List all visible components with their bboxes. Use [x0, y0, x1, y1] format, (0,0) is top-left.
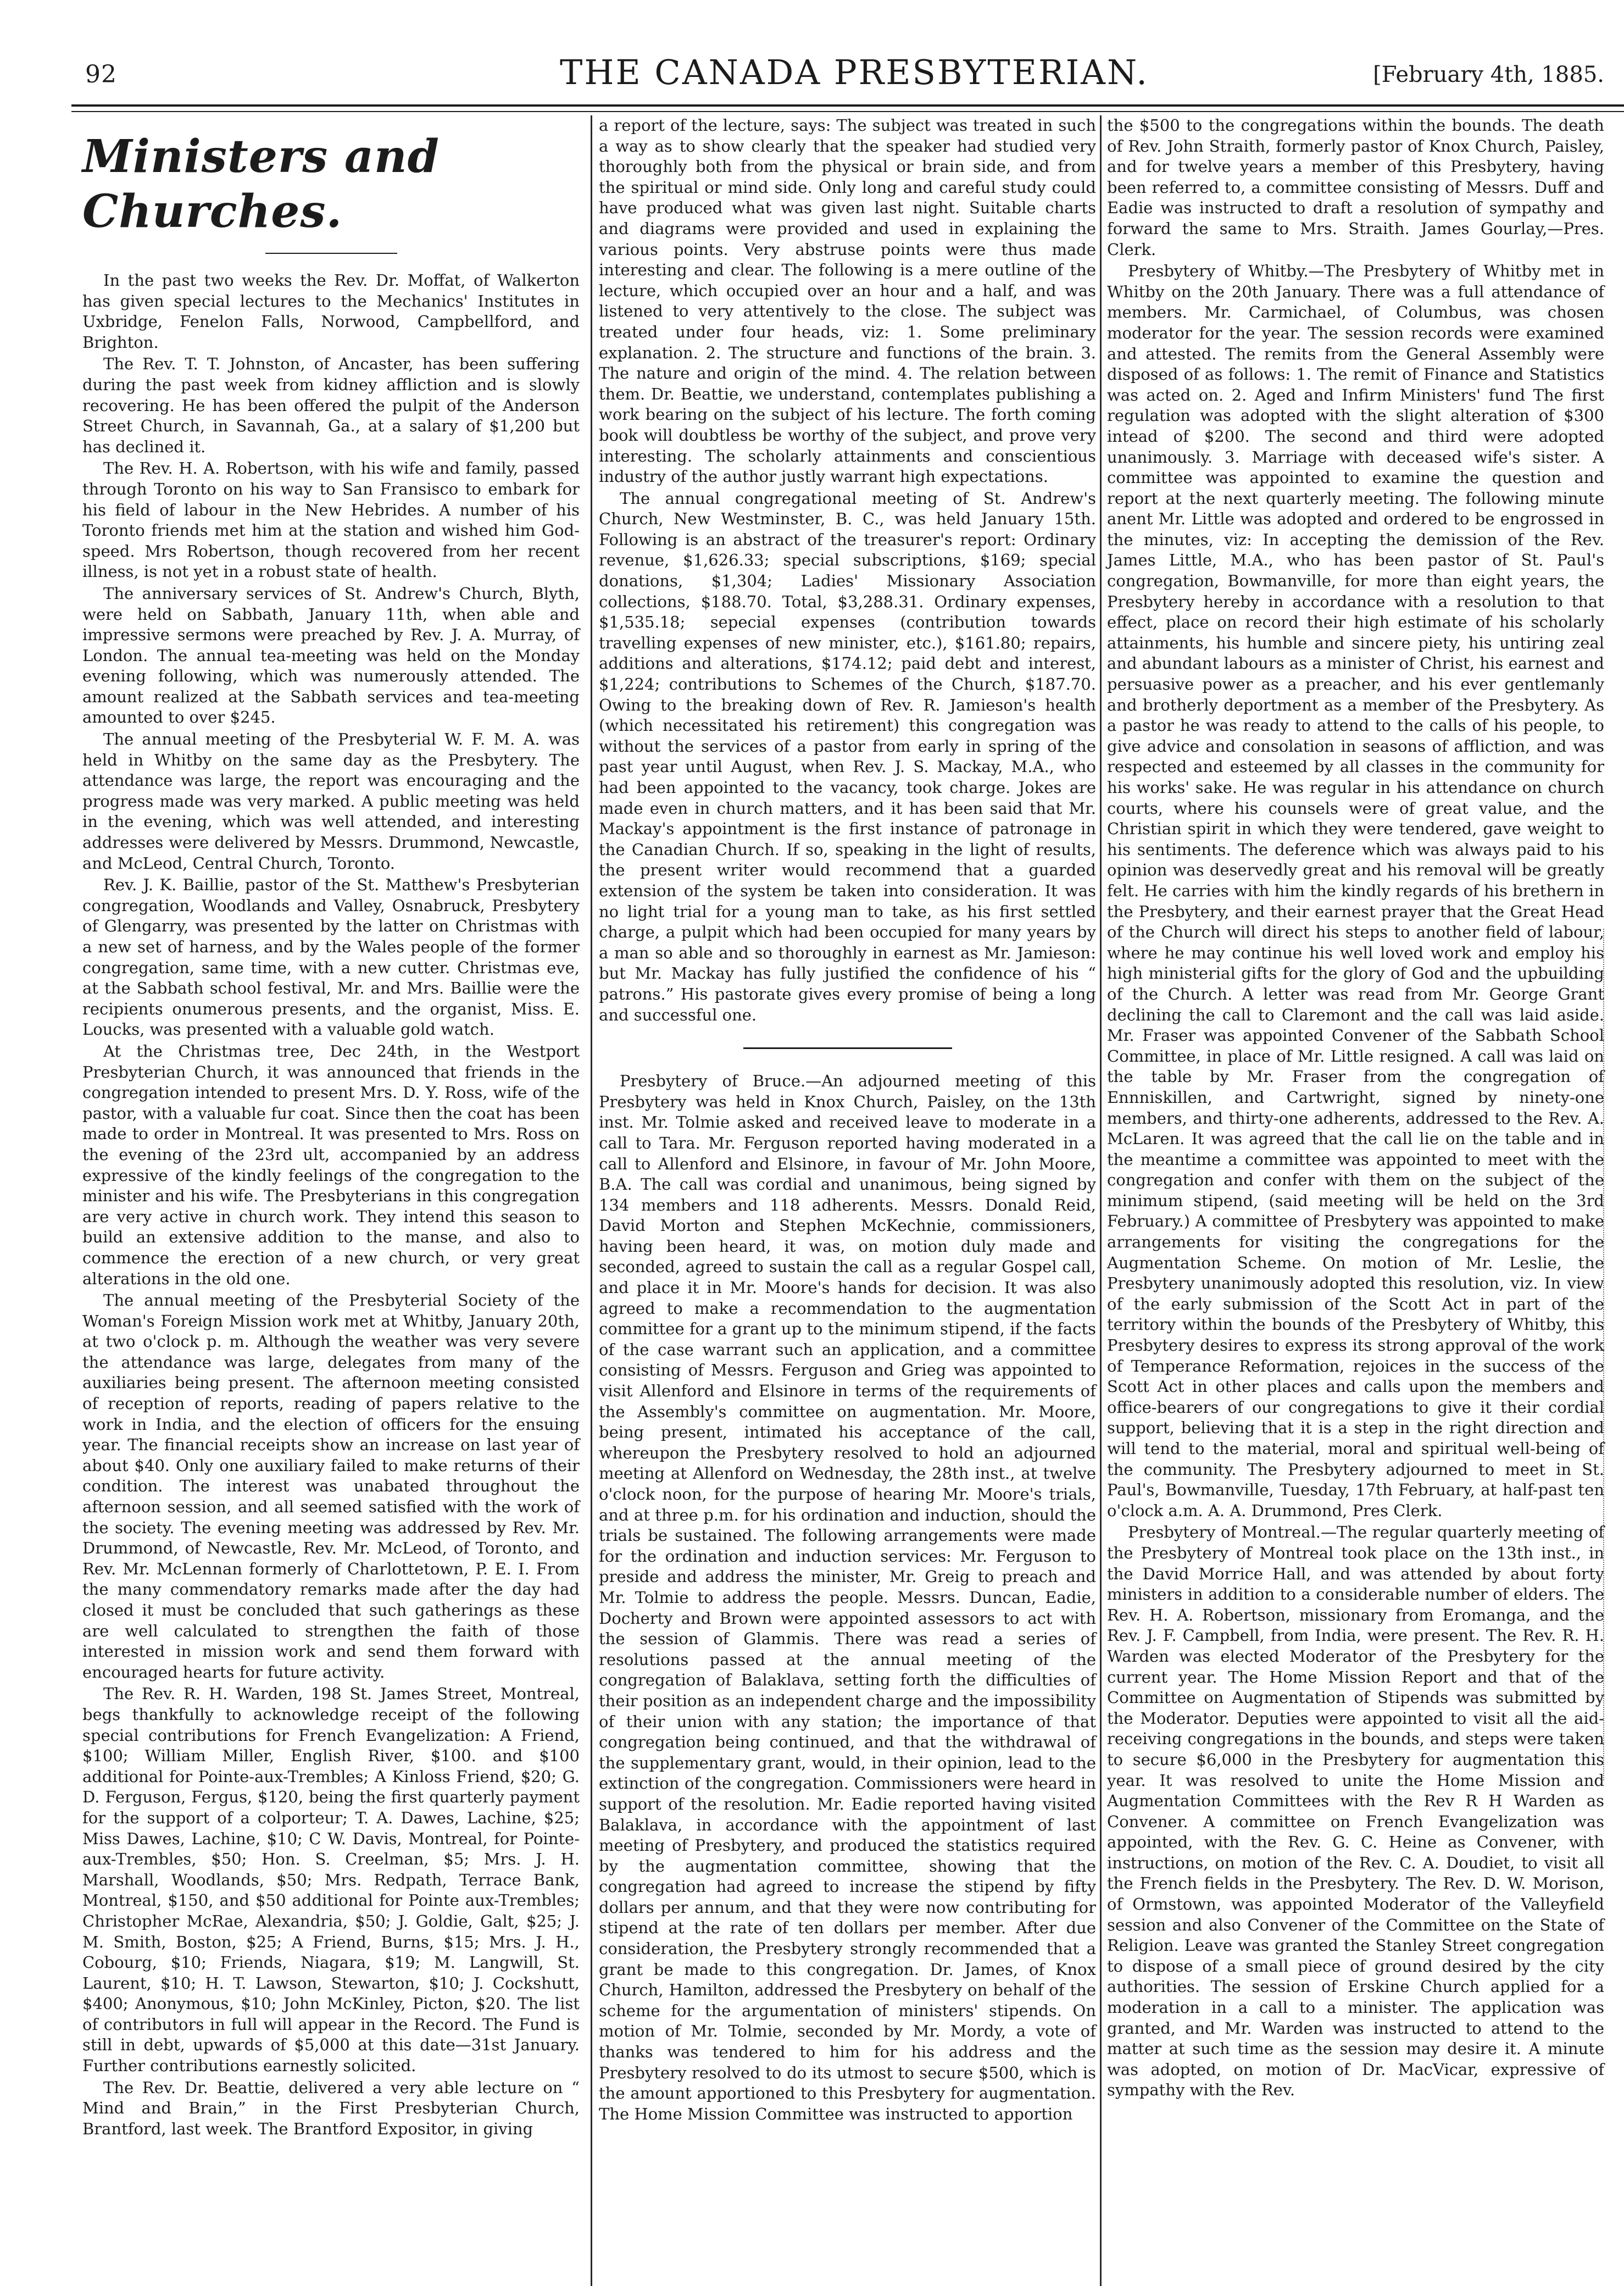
article-paragraph: the $500 to the congregations within the bounds. The death of Rev. John Straith, formerly pastor of Knox Church, Paisley, and for twelve years a member of this Presbytery, having been referred to, a committee consisting of Messrs. Duff and Eadie was instructed to draft a resolution of sympathy and forward the same to Mrs. Straith. James Gourlay,—Pres. Clerk. — [1107, 116, 1604, 259]
article-paragraph: Presbytery of Bruce.—An adjourned meeting of this Presbytery was held in Knox Church, Paisley, on the 13th inst. Mr. Tolmie asked and received leave to moderate in a call to Tara. Mr. Ferguson reported having moderated in a call to Allenford and Elsinore, in favour of Mr. John Moore, B.A. The call was cordial and unanimous, being signed by 134 members and 118 adherents. Messrs. Donald Reid, David Morton and Stephen McKechnie, commissioners, having been heard, it was, on motion duly made and seconded, agreed to sustain the call as a regular Gospel call, and place it in Mr. Moore's hands for decision. It was also agreed to make a recommendation to the augmentation committee for a grant up to the minimum stipend, if the facts of the case warrant such an application, and a committee consisting of Messrs. Ferguson and Grieg was appointed to visit Allenford and Elsinore in terms of the requirements of the Assembly's committee on augmentation. Mr. Moore, being present, intimated his acceptance of the call, whereupon the Presbytery resolved to hold an adjourned meeting at Allenford on Wednesday, the 28th inst., at twelve o'clock noon, for the purpose of hearing Mr. Moore's trials, and at three p.m. for his ordination and induction, should the trials be sustained. The following arrangements were made for the ordination and induction services: Mr. Ferguson to preside and address the minister, Mr. Greig to preach and Mr. Tolmie to address the people. Messrs. Duncan, Eadie, Docherty and Brown were appointed assessors to act with the session of Glammis. There was read a series of resolutions passed at the annual meeting of the congregation of Balaklava, setting forth the difficulties of their position as an independent charge and the impossibility of their union with any station; the importance of that congregation being continued, and that the withdrawal of the supplementary grant, would, in their opinion, lead to the extinction of the congregation. Commissioners were heard in support of the resolution. Mr. Eadie reported having visited Balaklava, in accordance with the appointment of last meeting of Presbytery, and produced the statistics required by the augmentation committee, showing that the congregation had agreed to increase the stipend by fifty dollars per annum, and that they were now contributing for stipend at the rate of ten dollars per member. After due consideration, the Presbytery strongly recommended that a grant be made to this congregation. Dr. James, of Knox Church, Hamilton, addressed the Presbytery on behalf of the scheme for the argumentation of ministers' stipends. On motion of Mr. Tolmie, seconded by Mr. Mordy, a vote of thanks was tendered to him for his address and the Presbytery resolved to do its utmost to secure $500, which is the amount apportioned to this Presbytery for augmentation. The Home Mission Committee was instructed to apportion — [599, 1072, 1096, 2123]
article-paragraph: The annual meeting of the Presbyterial Society of the Woman's Foreign Mission work met at Whitby, January 20th, at two o'clock p. m. Although the weather was very severe the attendance was large, delegates from many of the auxiliaries being present. The afternoon meeting consisted of reception of reports, reading of papers relative to the work in India, and the election of officers for the ensuing year. The financial receipts show an increase on last year of about $40. Only one auxiliary failed to make returns of their condition. The interest was unabated throughout the afternoon session, and all seemed satisfied with the work of the society. The evening meeting was addressed by Rev. Mr. Drummond, of Newcastle, Rev. Mr. McLeod, of Toronto, and Rev. Mr. McLennan formerly of Charlottetown, P. E. I. From the many commendatory remarks made after the day had closed it must be concluded that such gatherings as these are well calculated to strengthen the faith of those interested in mission work and send them forward with encouraged hearts for future activity. — [82, 1291, 580, 1682]
newspaper-page — [71, 22, 1624, 2253]
article-paragraph: Presbytery of Montreal.—The regular quarterly meeting of the Presbytery of Montreal took place on the 13th inst., in the David Morrice Hall, and was attended by about forty ministers in addition to a considerable number of elders. The Rev. H. A. Robertson, missionary from Eromanga, and the Rev. J. F. Campbell, from India, were present. The Rev. R. H. Warden was elected Moderator of the Presbytery for the current year. The Home Mission Report and that of the Committee on Augmentation of Stipends was submitted by the Moderator. Deputies were appointed to visit all the aid-receiving congregations in the bounds, and steps were taken to secure $6,000 in the Presbytery for augmentation this year. It was resolved to unite the Home Mission and Augmentation Committees with the Rev R H Warden as Convener. A committee on French Evangelization was appointed, with the Rev. G. C. Heine as Convener, with instructions, on motion of the Rev. C. A. Doudiet, to visit all the French fields in the Presbytery. The Rev. D. W. Morison, of Ormstown, was appointed Moderator of the Valleyfield session and also Convener of the Committee on the State of Religion. Leave was granted the Stanley Street congregation to dispose of a small piece of ground desired by the city authorities. The session of Erskine Church applied for a moderation in a call to a minister. The application was granted, and Mr. Warden was instructed to attend to the matter at such time as the session may desire it. A minute was adopted, on motion of Dr. MacVicar, expressive of sympathy with the Rev. — [1107, 1523, 1604, 2100]
section-title: Ministers and Churches. — [82, 130, 440, 238]
section-rule — [265, 253, 397, 254]
article-paragraph: In the past two weeks the Rev. Dr. Moffat, of Walkerton has given special lectures to the Mechanics' Institutes in Uxbridge, Fenelon Falls, Norwood, Campbellford, and Brighton. — [82, 271, 580, 352]
column-1 — [82, 115, 580, 2140]
article-paragraph: The annual meeting of the Presbyterial W. F. M. A. was held in Whitby on the same day as the Presbytery. The attendance was large, the report was encouraging and the progress made was very marked. A public meeting was held in the evening, which was well attended, and interesting addresses were delivered by Messrs. Drummond, Newcastle, and McLeod, Central Church, Toronto. — [82, 730, 580, 873]
page-number: 92 — [85, 60, 117, 88]
article-paragraph: Presbytery of Whitby.—The Presbytery of Whitby met in Whitby on the 20th January. There was a full attendance of members. Mr. Carmichael, of Columbus, was chosen moderator for the year. The session records were examined and attested. The remits from the General Assembly were disposed of as follows: 1. The remit of Finance and Statistics was acted on. 2. Aged and Infirm Ministers' fund The first regulation was adopted with the slight alteration of $300 intead of $200. The second and third were adopted unanimously. 3. Marriage with deceased wife's sister. A committee was appointed to examine the question and report at the next quarterly meeting. The following minute anent Mr. Little was adopted and ordered to be engrossed in the minutes, viz: In accepting the demission of the Rev. James Little, M.A., who has been pastor of St. Paul's congregation, Bowmanville, for more than eight years, the Presbytery hereby in accordance with a resolution to that effect, place on record their high estimate of his scholarly attainments, his humble and sincere piety, his untiring zeal and abundant labours as a minister of Christ, his earnest and persuasive power as a preacher, and his ever gentlemanly and brotherly deportment as a member of the Presbytery. As a pastor he was ready to attend to the calls of his people, to give advice and consolation in seasons of affliction, and was respected and esteemed by all classes in the community for his works' sake. He was regular in his attendance on church courts, where his counsels were of great value, and the Christian spirit in which they were tendered, gave weight to his sentiments. The deference which was always paid to his opinion was deservedly great and his removal will be greatly felt. He carries with him the kindly regards of his brethern in the Presbytery, and their earnest prayer that the Great Head of the Church will direct his steps to another field of labour, where he may continue his well loved work and employ his high ministerial gifts for the glory of God and the upbuilding of the Church. A letter was read from Mr. George Grant declining the call to Claremont and the call was laid aside. Mr. Fraser was appointed Convener of the Sabbath School Committee, in place of Mr. Little resigned. A call was laid on the table by Mr. Fraser from the congregation of Ennniskillen, and Cartwright, signed by ninety-one members, and thirty-one adherents, addressed to the Rev. A. McLaren. It was agreed that the call lie on the table and in the meantime a committee was appointed to meet with the congregation and confer with them on the subject of the minimum stipend, (said meeting will be held on the 3rd February.) A committee of Presbytery was appointed to make arrangements for visiting the congregations for the Augmentation Scheme. On motion of Mr. Leslie, the Presbytery unanimously adopted this resolution, viz. In view of the early submission of the Scott Act in part of the territory within the bounds of the Presbytery of Whitby, this Presbytery desires to express its strong approval of the work of Temperance Reformation, rejoices in the success of the Scott Act in other places and calls upon the members and office-bearers of our congregations to give it their cordial support, believing that it is a step in the right direction and will tend to the material, moral and spiritual well-being of the community. The Presbytery adjourned to meet in St. Paul's, Bowmanville, Tuesday, 17th February, at half-past ten o'clock a.m. A. A. Drummond, Pres Clerk. — [1107, 262, 1604, 1520]
issue-date: [February 4th, 1885. — [1373, 62, 1604, 87]
article-paragraph: The anniversary services of St. Andrew's Church, Blyth, were held on Sabbath, January 11th, when able and impressive sermons were preached by Rev. J. A. Murray, of London. The annual tea-meeting was held on the Monday evening following, which was numerously attended. The amount realized at the Sabbath services and tea-meeting amounted to over $245. — [82, 584, 580, 727]
article-paragraph: At the Christmas tree, Dec 24th, in the Westport Presbyterian Church, it was announced that friends in the congregation intended to present Mrs. D. Y. Ross, wife of the pastor, with a valuable fur coat. Since then the coat has been made to order in Montreal. It was presented to Mrs. Ross on the evening of the 23rd ult, accompanied by an address expressive of the kindly feelings of the congregation to the minister and his wife. The Presbyterians in this congregation are very active in church work. They intend this season to build an extensive addition to the manse, and also to commence the erection of a new church, or very great alterations in the old one. — [82, 1041, 580, 1288]
column-3 — [1107, 115, 1604, 2102]
column-divider — [1100, 115, 1102, 2286]
newspaper-title: THE CANADA PRESBYTERIAN. — [560, 52, 1149, 92]
margin-scan-marks — [1587, 929, 1604, 1780]
article-paragraph: The Rev. R. H. Warden, 198 St. James Street, Montreal, begs thankfully to acknowledge receipt of the following special contributions for French Evangelization: A Friend, $100; William Miller, English River, $100. and $100 additional for Pointe-aux-Trembles; A Kinloss Friend, $20; G. D. Ferguson, Fergus, $120, being the first quarterly payment for the support of a colporteur; T. A. Dawes, Lachine, $25; Miss Dawes, Lachine, $10; C W. Davis, Montreal, for Pointe-aux-Trembles, $50; Hon. S. Creelman, $5; Mrs. J. H. Marshall, Woodlands, $50; Mrs. Redpath, Terrace Bank, Montreal, $150, and $50 additional for Pointe aux-Trembles; Christopher McRae, Alexandria, $50; J. Goldie, Galt, $25; J. M. Smith, Boston, $25; A Friend, Burns, $15; Mrs. J. H., Cobourg, $10; Friends, Niagara, $19; M. Langwill, St. Laurent, $10; H. T. Lawson, Stewarton, $10; J. Cockshutt, $400; Anonymous, $10; John McKinley, Picton, $20. The list of contributors in full will appear in the Record. The Fund is still in debt, upwards of $5,000 at this date—31st January. Further contributions earnestly solicited. — [82, 1684, 580, 2076]
column-divider — [591, 115, 592, 2286]
article-paragraph: The Rev. Dr. Beattie, delivered a very able lecture on “ Mind and Brain,” in the First Presbyterian Church, Brantford, last week. The Brantford Expositor, in giving — [82, 2078, 580, 2138]
article-paragraph: a report of the lecture, says: The subject was treated in such a way as to show clearly that the speaker had studied very thoroughly both from the physical or brain side, and from the spiritual or mind side. Only long and careful study could have produced what was given last night. Suitable charts and diagrams were provided and used in explaining the various points. Very abstruse points were thus made interesting and clear. The following is a mere outline of the lecture, which occupied over an hour and a half, and was listened to very attentively to the close. The subject was treated under four heads, viz: 1. Some preliminary explanation. 2. The structure and functions of the brain. 3. The nature and origin of the mind. 4. The relation between them. Dr. Beattie, we understand, contemplates publishing a work bearing on the subject of his lecture. The forth coming book will doubtless be worthy of the subject, and prove very interesting. The scholarly attainments and conscientious industry of the author justly warrant high expectations. — [599, 116, 1096, 486]
column-2 — [599, 115, 1096, 2126]
article-paragraph: Rev. J. K. Baillie, pastor of the St. Matthew's Presbyterian congregation, Woodlands and Valley, Osnabruck, Presbytery of Glengarry, was presented by the latter on Christmas with a new set of harness, and by the Wales people of the former congregation, same time, with a new cutter. Christmas eve, at the Sabbath school festival, Mr. and Mrs. Baillie were the recipients onumerous presents, and the organist, Miss. E. Loucks, was presented with a valuable gold watch. — [82, 875, 580, 1039]
article-paragraph: The annual congregational meeting of St. Andrew's Church, New Westminster, B. C., was held January 15th. Following is an abstract of the treasurer's report: Ordinary revenue, $1,626.33; special subscriptions, $169; special donations, $1,304; Ladies' Missionary Association collections, $188.70. Total, $3,288.31. Ordinary expenses, $1,535.18; sepecial expenses (contribution towards travelling expenses of new minister, etc.), $161.80; repairs, additions and alterations, $174.12; paid debt and interest, $1,224; contributions to Schemes of the Church, $187.70. Owing to the breaking down of Rev. R. Jamieson's health (which necessitated his retirement) this congregation was without the services of a pastor from early in spring of the past year until August, when Rev. J. S. Mackay, M.A., who had been appointed to the vacancy, took charge. Jokes are made even in church matters, and it has been said that Mr. Mackay's appointment is the first instance of patronage in the Canadian Church. If so, speaking in the light of results, the present writer would recommend that a guarded extension of the system be taken into consideration. It was no light trial for a young man to take, as his first settled charge, a pulpit which had been occupied for many years by a man so able and so thoroughly in earnest as Mr. Jamieson: but Mr. Mackay has fully justified the confidence of his “ patrons.” His pastorate gives every promise of being a long and successful one. — [599, 489, 1096, 1024]
masthead-rule — [71, 104, 1624, 112]
masthead — [71, 52, 1624, 96]
article-separator — [743, 1047, 952, 1049]
article-paragraph: The Rev. H. A. Robertson, with his wife and family, passed through Toronto on his way to San Fransisco to embark for his field of labour in the New Hebrides. A number of his Toronto friends met him at the station and wished him God-speed. Mrs Robertson, though recovered from her recent illness, is not yet in a robust state of health. — [82, 459, 580, 581]
article-paragraph: The Rev. T. T. Johnston, of Ancaster, has been suffering during the past week from kidney affliction and is slowly recovering. He has been offered the pulpit of the Anderson Street Church, in Savannah, Ga., at a salary of $1,200 but has declined it. — [82, 354, 580, 456]
